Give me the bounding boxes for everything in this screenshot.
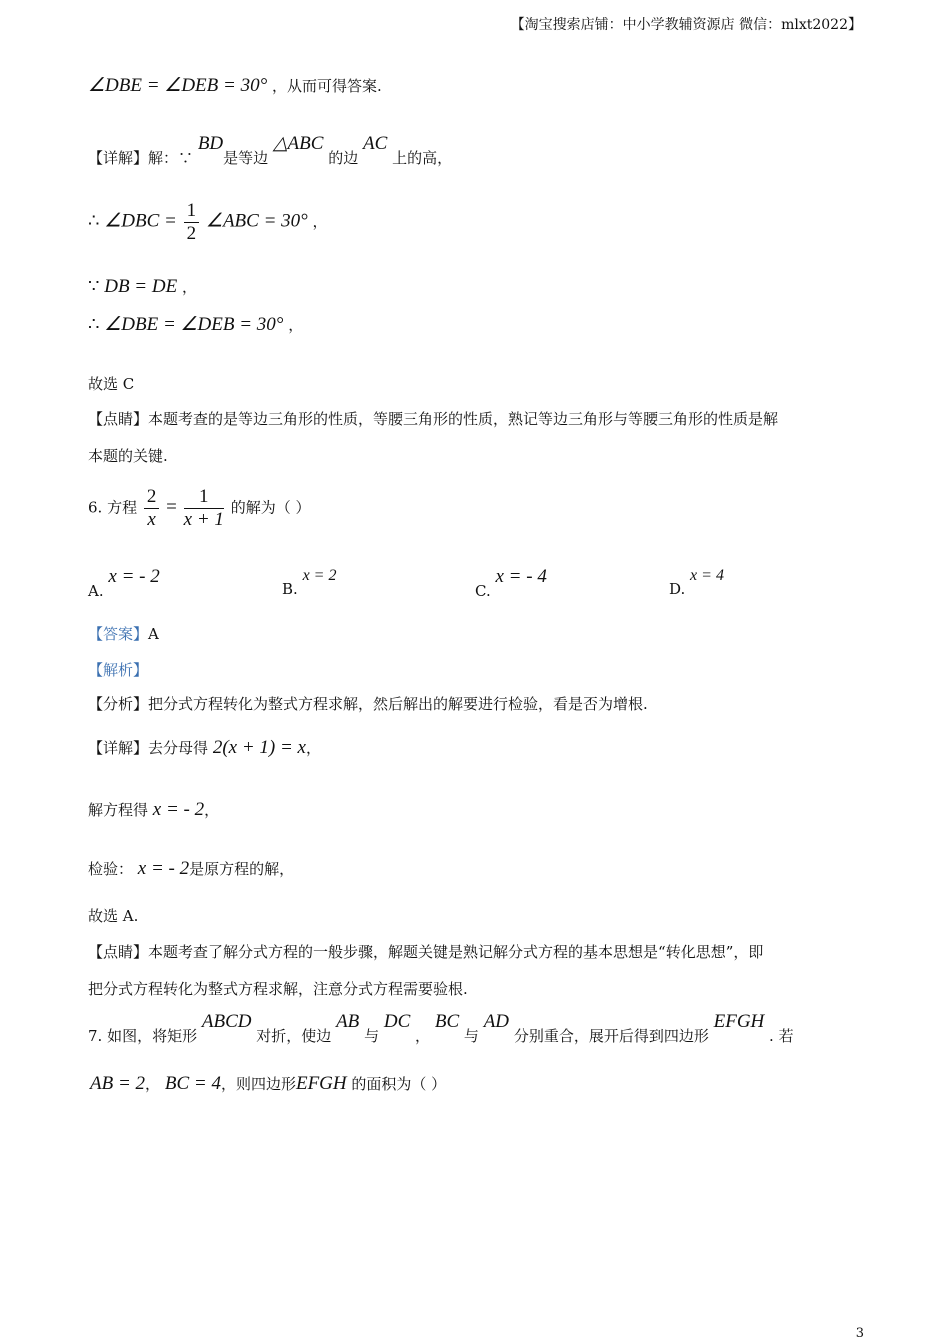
q5-because-line: ∵ DB = DE ， — [88, 276, 198, 297]
fraction-1-over-x-plus-1: $\frac{1}{x + 1}$ — [183, 486, 224, 530]
q6-comment-line2: 把分式方程转化为整式方程求解，注意分式方程需要验根. — [88, 980, 468, 998]
q5-fraction-line: ∴ ∠DBC = $\frac{1}{2}$ ∠ABC = 30° ， — [88, 200, 328, 244]
q6-option-d: D. x = 4 — [669, 567, 724, 598]
detail-tag: 【详解】 — [88, 149, 149, 167]
q6-solve: 解方程得 x = - 2， — [88, 799, 220, 820]
q5-choice: 故选 C — [88, 375, 135, 393]
q6-answer: 【答案】A — [88, 625, 159, 643]
q5-comment-line2: 本题的关键. — [88, 447, 168, 465]
fraction-half: $\frac{1}{2}$ — [184, 200, 200, 245]
page-header: 【淘宝搜索店铺：中小学教辅资源店 微信：mlxt2022】 — [510, 17, 862, 33]
q7-stem-line2: AB = 2， BC = 4，则四边形EFGH 的面积为（ ） — [90, 1073, 447, 1094]
q6-option-b: B. x = 2 — [282, 567, 337, 598]
q6-fenxi: 【分析】把分式方程转化为整式方程求解，然后解出的解要进行检验，看是否为增根. — [88, 695, 648, 713]
q5-reason-line: ∠DBE = ∠DEB = 30° ，从而可得答案. — [88, 75, 382, 96]
q5-comment-line1: 【点睛】本题考查的是等边三角形的性质，等腰三角形的性质，熟记等边三角形与等腰三角形的性质是解 — [88, 410, 779, 428]
page-number: 3 — [855, 1326, 864, 1341]
q6-choice: 故选 A. — [88, 907, 139, 925]
q7-stem-line1: 7. 如图，将矩形 ABCD 对折，使边 AB 与 DC ， BC 与 AD 分别重合，展开后得到四边形 EFGH . 若 — [88, 1011, 794, 1045]
q6-xiangjie: 【详解】去分母得 2(x + 1) = x， — [88, 737, 321, 758]
fraction-2-over-x: $\frac{2}{x}$ — [144, 486, 160, 531]
q6-stem: 6. 方程 $\frac{2}{x}$ = $\frac{1}{x + 1}$ 的解为（ ） — [88, 486, 311, 530]
q6-analysis-tag: 【解析】 — [88, 661, 149, 679]
math-angle-eq: ∠DBE = ∠DEB = 30° — [88, 75, 268, 96]
q6-comment-line1: 【点睛】本题考查了解分式方程的一般步骤，解题关键是熟记解分式方程的基本思想是“转化思想”，即 — [88, 943, 764, 961]
q5-therefore-line: ∴ ∠DBE = ∠DEB = 30° ， — [88, 314, 304, 335]
q6-option-a: A. x = - 2 — [88, 566, 160, 600]
q5-detail-line: 【详解】解：∵ BD是等边 △ABC 的边 AC 上的高， — [88, 133, 453, 167]
q6-check: 检验： x = - 2是原方程的解， — [88, 858, 295, 879]
q6-option-c: C. x = - 4 — [475, 566, 547, 600]
